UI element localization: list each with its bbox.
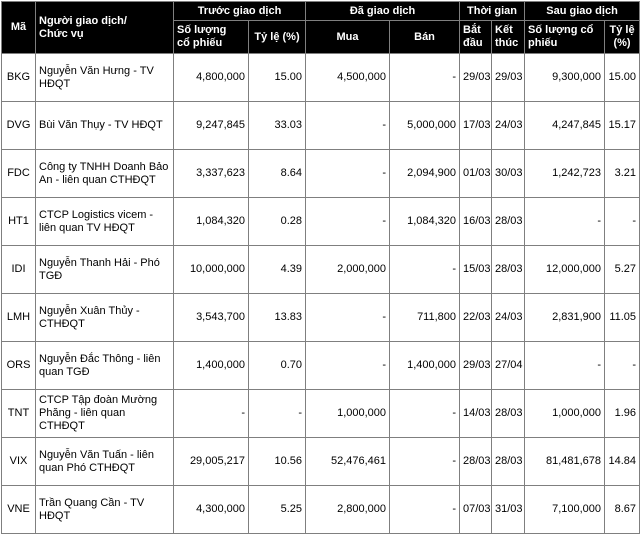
cell-ma: VNE [2,486,36,534]
cell-bat-dau: 14/03 [460,390,492,438]
cell-sl-sau: - [525,342,605,390]
col-header-mua: Mua [306,21,390,54]
cell-sl-truoc: 1,084,320 [174,198,249,246]
cell-tl-sau: 8.67 [605,486,640,534]
cell-ban: - [390,54,460,102]
cell-ban: - [390,246,460,294]
cell-ket-thuc: 24/03 [492,102,525,150]
cell-ma: LMH [2,294,36,342]
cell-ma: BKG [2,54,36,102]
table-row [2,342,640,390]
cell-tl-truoc: 33.03 [249,102,306,150]
cell-ma: ORS [2,342,36,390]
cell-bat-dau: 29/03 [460,342,492,390]
cell-sl-sau: 7,100,000 [525,486,605,534]
cell-ket-thuc: 31/03 [492,486,525,534]
col-header-ma: Mã [2,2,36,54]
cell-sl-sau: 1,242,723 [525,150,605,198]
cell-ket-thuc: 28/03 [492,390,525,438]
cell-bat-dau: 17/03 [460,102,492,150]
cell-sl-sau: 81,481,678 [525,438,605,486]
cell-mua: - [306,294,390,342]
cell-nguoi: Nguyễn Đắc Thông - liên quan TGĐ [36,342,174,390]
cell-nguoi: Nguyễn Xuân Thủy - CTHĐQT [36,294,174,342]
col-header-tl-sau: Tỷ lệ (%) [605,21,640,54]
cell-tl-sau: - [605,342,640,390]
cell-sl-sau: 12,000,000 [525,246,605,294]
cell-ma: VIX [2,438,36,486]
cell-tl-truoc: 4.39 [249,246,306,294]
cell-sl-sau: 1,000,000 [525,390,605,438]
cell-sl-sau: 9,300,000 [525,54,605,102]
cell-bat-dau: 22/03 [460,294,492,342]
cell-tl-sau: 5.27 [605,246,640,294]
cell-ket-thuc: 28/03 [492,246,525,294]
cell-tl-sau: 3.21 [605,150,640,198]
cell-bat-dau: 07/03 [460,486,492,534]
cell-tl-sau: 15.17 [605,102,640,150]
cell-tl-sau: 1.96 [605,390,640,438]
cell-ma: TNT [2,390,36,438]
cell-sl-truoc: - [174,390,249,438]
cell-nguoi: Nguyễn Văn Tuấn - liên quan Phó CTHĐQT [36,438,174,486]
table-row [2,390,640,438]
cell-sl-truoc: 9,247,845 [174,102,249,150]
cell-ban: 711,800 [390,294,460,342]
cell-tl-sau: 11.05 [605,294,640,342]
col-header-bat-dau: Bắt đầu [460,21,492,54]
cell-tl-truoc: 10.56 [249,438,306,486]
group-header-truoc: Trước giao dịch [174,2,306,21]
cell-tl-truoc: - [249,390,306,438]
cell-mua: 1,000,000 [306,390,390,438]
cell-ma: DVG [2,102,36,150]
table-row [2,246,640,294]
cell-ket-thuc: 29/03 [492,54,525,102]
cell-mua: 2,000,000 [306,246,390,294]
cell-nguoi: Nguyễn Văn Hưng - TV HĐQT [36,54,174,102]
cell-ban: - [390,486,460,534]
cell-sl-truoc: 29,005,217 [174,438,249,486]
table-row [2,294,640,342]
cell-bat-dau: 28/03 [460,438,492,486]
cell-nguoi: CTCP Tập đoàn Mường Phăng - liên quan CTHĐQT [36,390,174,438]
cell-sl-sau: - [525,198,605,246]
cell-tl-truoc: 0.28 [249,198,306,246]
cell-ket-thuc: 24/03 [492,294,525,342]
table-row [2,486,640,534]
table-row [2,150,640,198]
cell-sl-truoc: 4,300,000 [174,486,249,534]
cell-ban: 5,000,000 [390,102,460,150]
col-header-tl-truoc: Tỷ lệ (%) [249,21,306,54]
cell-sl-truoc: 3,337,623 [174,150,249,198]
cell-nguoi: Bùi Văn Thụy - TV HĐQT [36,102,174,150]
cell-ma: HT1 [2,198,36,246]
col-header-ket-thuc: Kết thúc [492,21,525,54]
cell-tl-truoc: 8.64 [249,150,306,198]
cell-ket-thuc: 30/03 [492,150,525,198]
cell-tl-truoc: 13.83 [249,294,306,342]
cell-bat-dau: 29/03 [460,54,492,102]
cell-ma: IDI [2,246,36,294]
cell-sl-truoc: 3,543,700 [174,294,249,342]
cell-sl-sau: 4,247,845 [525,102,605,150]
cell-tl-sau: - [605,198,640,246]
cell-mua: - [306,198,390,246]
cell-ket-thuc: 28/03 [492,438,525,486]
col-header-sl-sau: Số lượng cổ phiếu [525,21,605,54]
table-row [2,54,640,102]
cell-tl-truoc: 5.25 [249,486,306,534]
header-row-1 [2,2,640,21]
cell-sl-truoc: 1,400,000 [174,342,249,390]
cell-mua: - [306,150,390,198]
cell-tl-truoc: 0.70 [249,342,306,390]
cell-bat-dau: 16/03 [460,198,492,246]
cell-sl-sau: 2,831,900 [525,294,605,342]
table-row [2,198,640,246]
cell-bat-dau: 01/03 [460,150,492,198]
insider-transactions-table [1,1,640,534]
cell-mua: - [306,102,390,150]
table-row [2,102,640,150]
group-header-da: Đã giao dịch [306,2,460,21]
cell-tl-truoc: 15.00 [249,54,306,102]
col-header-nguoi: Người giao dịch/ Chức vụ [36,2,174,54]
cell-bat-dau: 15/03 [460,246,492,294]
group-header-thoigian: Thời gian [460,2,525,21]
cell-ban: 1,400,000 [390,342,460,390]
cell-mua: 52,476,461 [306,438,390,486]
cell-tl-sau: 15.00 [605,54,640,102]
cell-mua: 4,500,000 [306,54,390,102]
cell-sl-truoc: 10,000,000 [174,246,249,294]
cell-mua: 2,800,000 [306,486,390,534]
col-header-ban: Bán [390,21,460,54]
cell-sl-truoc: 4,800,000 [174,54,249,102]
cell-ban: 1,084,320 [390,198,460,246]
cell-nguoi: Công ty TNHH Doanh Bảo An - liên quan CTHĐQT [36,150,174,198]
group-header-sau: Sau giao dịch [525,2,640,21]
col-header-sl-truoc: Số lượng cổ phiếu [174,21,249,54]
cell-ma: FDC [2,150,36,198]
cell-nguoi: Nguyễn Thanh Hải - Phó TGĐ [36,246,174,294]
cell-tl-sau: 14.84 [605,438,640,486]
cell-ket-thuc: 27/04 [492,342,525,390]
cell-ban: - [390,438,460,486]
cell-ban: - [390,390,460,438]
table-row [2,438,640,486]
cell-mua: - [306,342,390,390]
cell-nguoi: CTCP Logistics vicem - liên quan TV HĐQT [36,198,174,246]
cell-ket-thuc: 28/03 [492,198,525,246]
cell-nguoi: Trần Quang Cần - TV HĐQT [36,486,174,534]
cell-ban: 2,094,900 [390,150,460,198]
